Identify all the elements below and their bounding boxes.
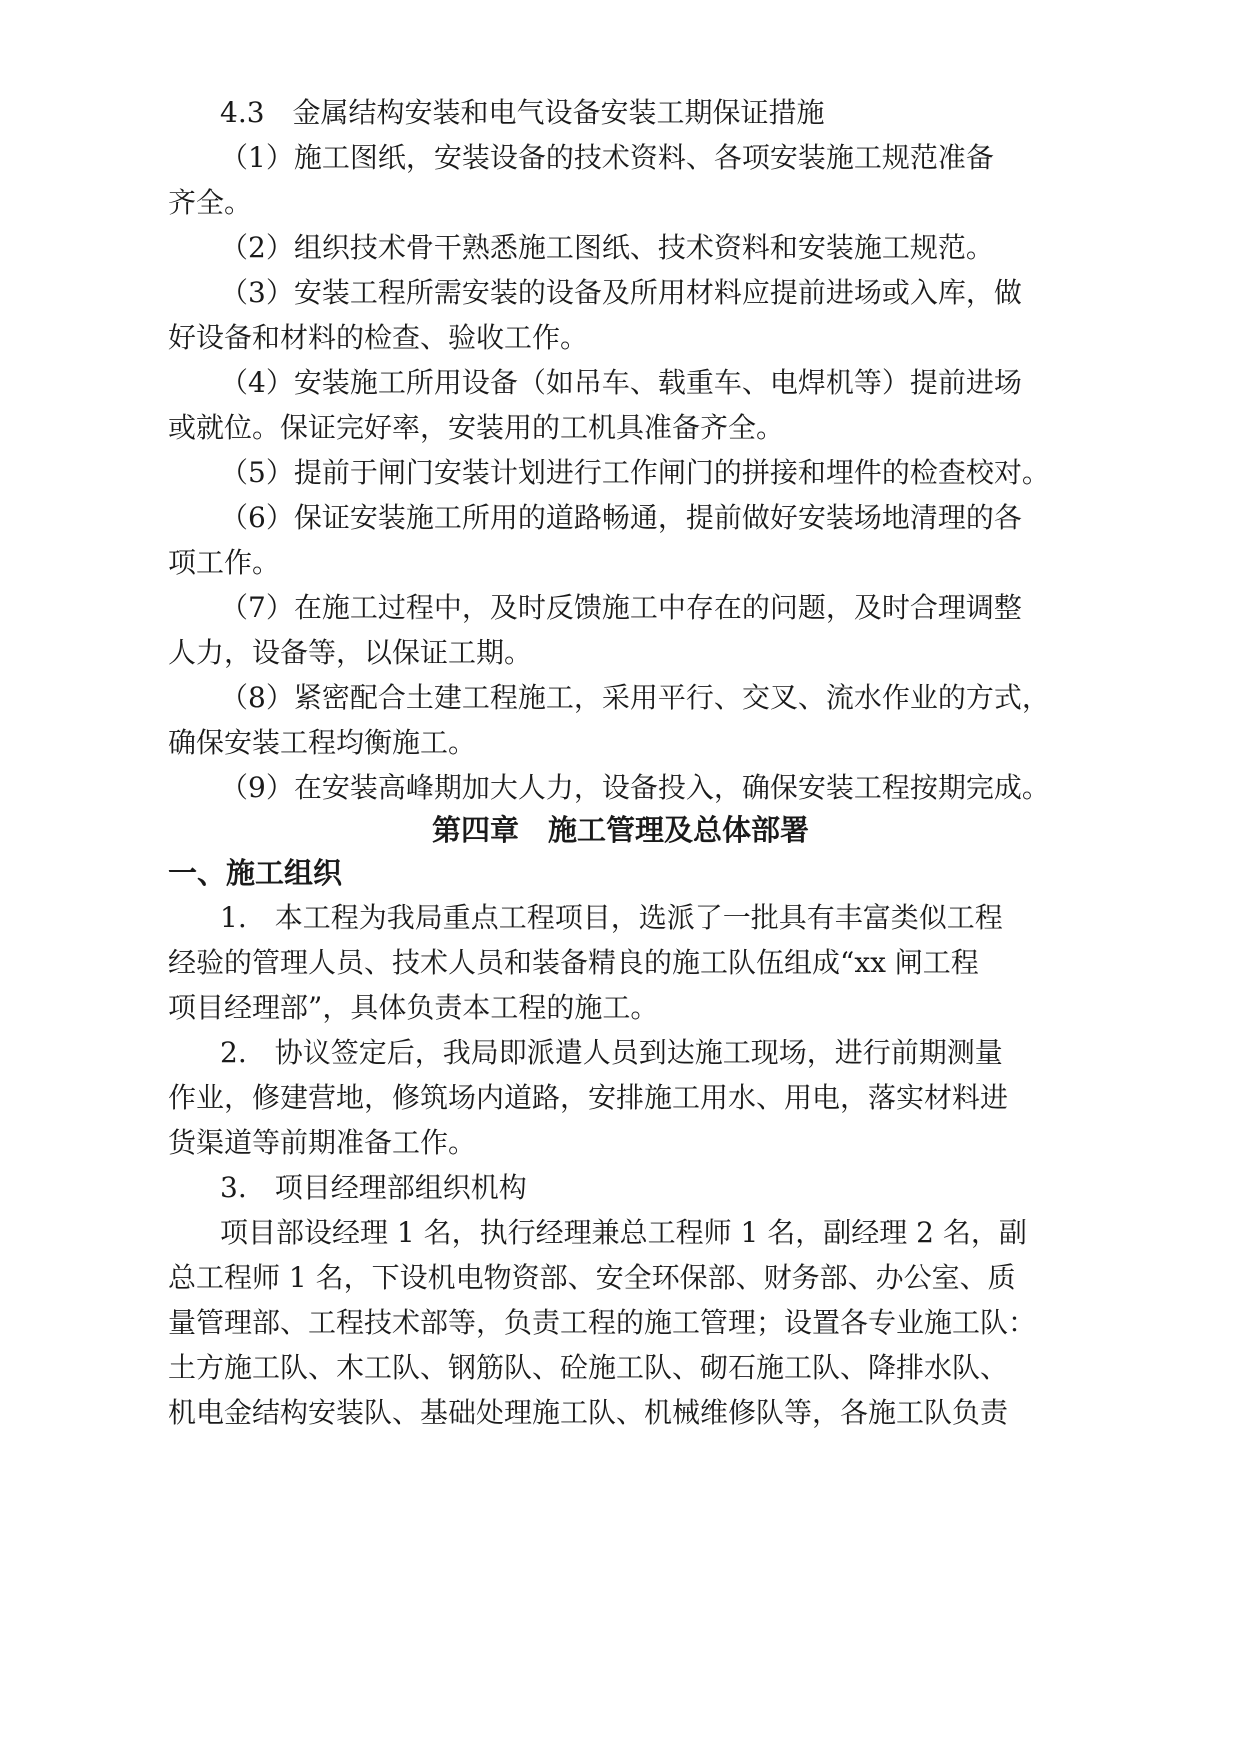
item-7-line-2: 人力，设备等，以保证工期。 — [168, 636, 533, 669]
item-7-line-1: （7）在施工过程中，及时反馈施工中存在的问题，及时合理调整 — [220, 591, 1022, 624]
item-4-line-1: （4）安装施工所用设备（如吊车、载重车、电焊机等）提前进场 — [220, 366, 1022, 399]
para-1-line-1: 1. 本工程为我局重点工程项目，选派了一批具有丰富类似工程 — [220, 901, 1003, 934]
item-3-line-2: 好设备和材料的检查、验收工作。 — [168, 321, 589, 354]
chapter-title: 第四章 施工管理及总体部署 — [431, 813, 809, 847]
para-4-line-3: 量管理部、工程技术部等，负责工程的施工管理；设置各专业施工队： — [168, 1306, 1037, 1339]
item-3-line-1: （3）安装工程所需安装的设备及所用材料应提前进场或入库，做 — [220, 276, 1022, 309]
para-1-line-3: 项目经理部”，具体负责本工程的施工。 — [168, 991, 659, 1024]
para-1-line-2: 经验的管理人员、技术人员和装备精良的施工队伍组成“xx 闸工程 — [168, 946, 979, 979]
section-heading: 一、施工组织 — [168, 856, 343, 890]
item-5-line-1: （5）提前于闸门安装计划进行工作闸门的拼接和埋件的检查校对。 — [220, 456, 1050, 489]
para-4-line-2: 总工程师 1 名，下设机电物资部、安全环保部、财务部、办公室、质 — [168, 1261, 1016, 1294]
item-8-line-2: 确保安装工程均衡施工。 — [168, 726, 477, 759]
para-2-line-1: 2. 协议签定后，我局即派遣人员到达施工现场，进行前期测量 — [220, 1036, 1003, 1069]
para-4-line-5: 机电金结构安装队、基础处理施工队、机械维修队等，各施工队负责 — [168, 1396, 1009, 1429]
para-2-line-2: 作业，修建营地，修筑场内道路，安排施工用水、用电，落实材料进 — [168, 1081, 1009, 1114]
item-9-line-1: （9）在安装高峰期加大人力，设备投入，确保安装工程按期完成。 — [220, 771, 1050, 804]
item-6-line-2: 项工作。 — [168, 546, 281, 579]
para-4-line-1: 项目部设经理 1 名，执行经理兼总工程师 1 名，副经理 2 名，副 — [220, 1216, 1027, 1249]
item-1-line-1: （1）施工图纸，安装设备的技术资料、各项安装施工规范准备 — [220, 141, 994, 174]
item-4-line-2: 或就位。保证完好率，安装用的工机具准备齐全。 — [168, 411, 785, 444]
item-1-line-2: 齐全。 — [168, 186, 253, 219]
item-6-line-1: （6）保证安装施工所用的道路畅通，提前做好安装场地清理的各 — [220, 501, 1022, 534]
para-4-line-4: 土方施工队、木工队、钢筋队、砼施工队、砌石施工队、降排水队、 — [168, 1351, 1009, 1384]
para-2-line-3: 货渠道等前期准备工作。 — [168, 1126, 477, 1159]
item-2-line-1: （2）组织技术骨干熟悉施工图纸、技术资料和安装施工规范。 — [220, 231, 994, 264]
para-3-line-1: 3. 项目经理部组织机构 — [220, 1171, 527, 1204]
section-title: 4.3 金属结构安装和电气设备安装工期保证措施 — [220, 96, 825, 129]
item-8-line-1: （8）紧密配合土建工程施工，采用平行、交叉、流水作业的方式， — [220, 681, 1050, 714]
